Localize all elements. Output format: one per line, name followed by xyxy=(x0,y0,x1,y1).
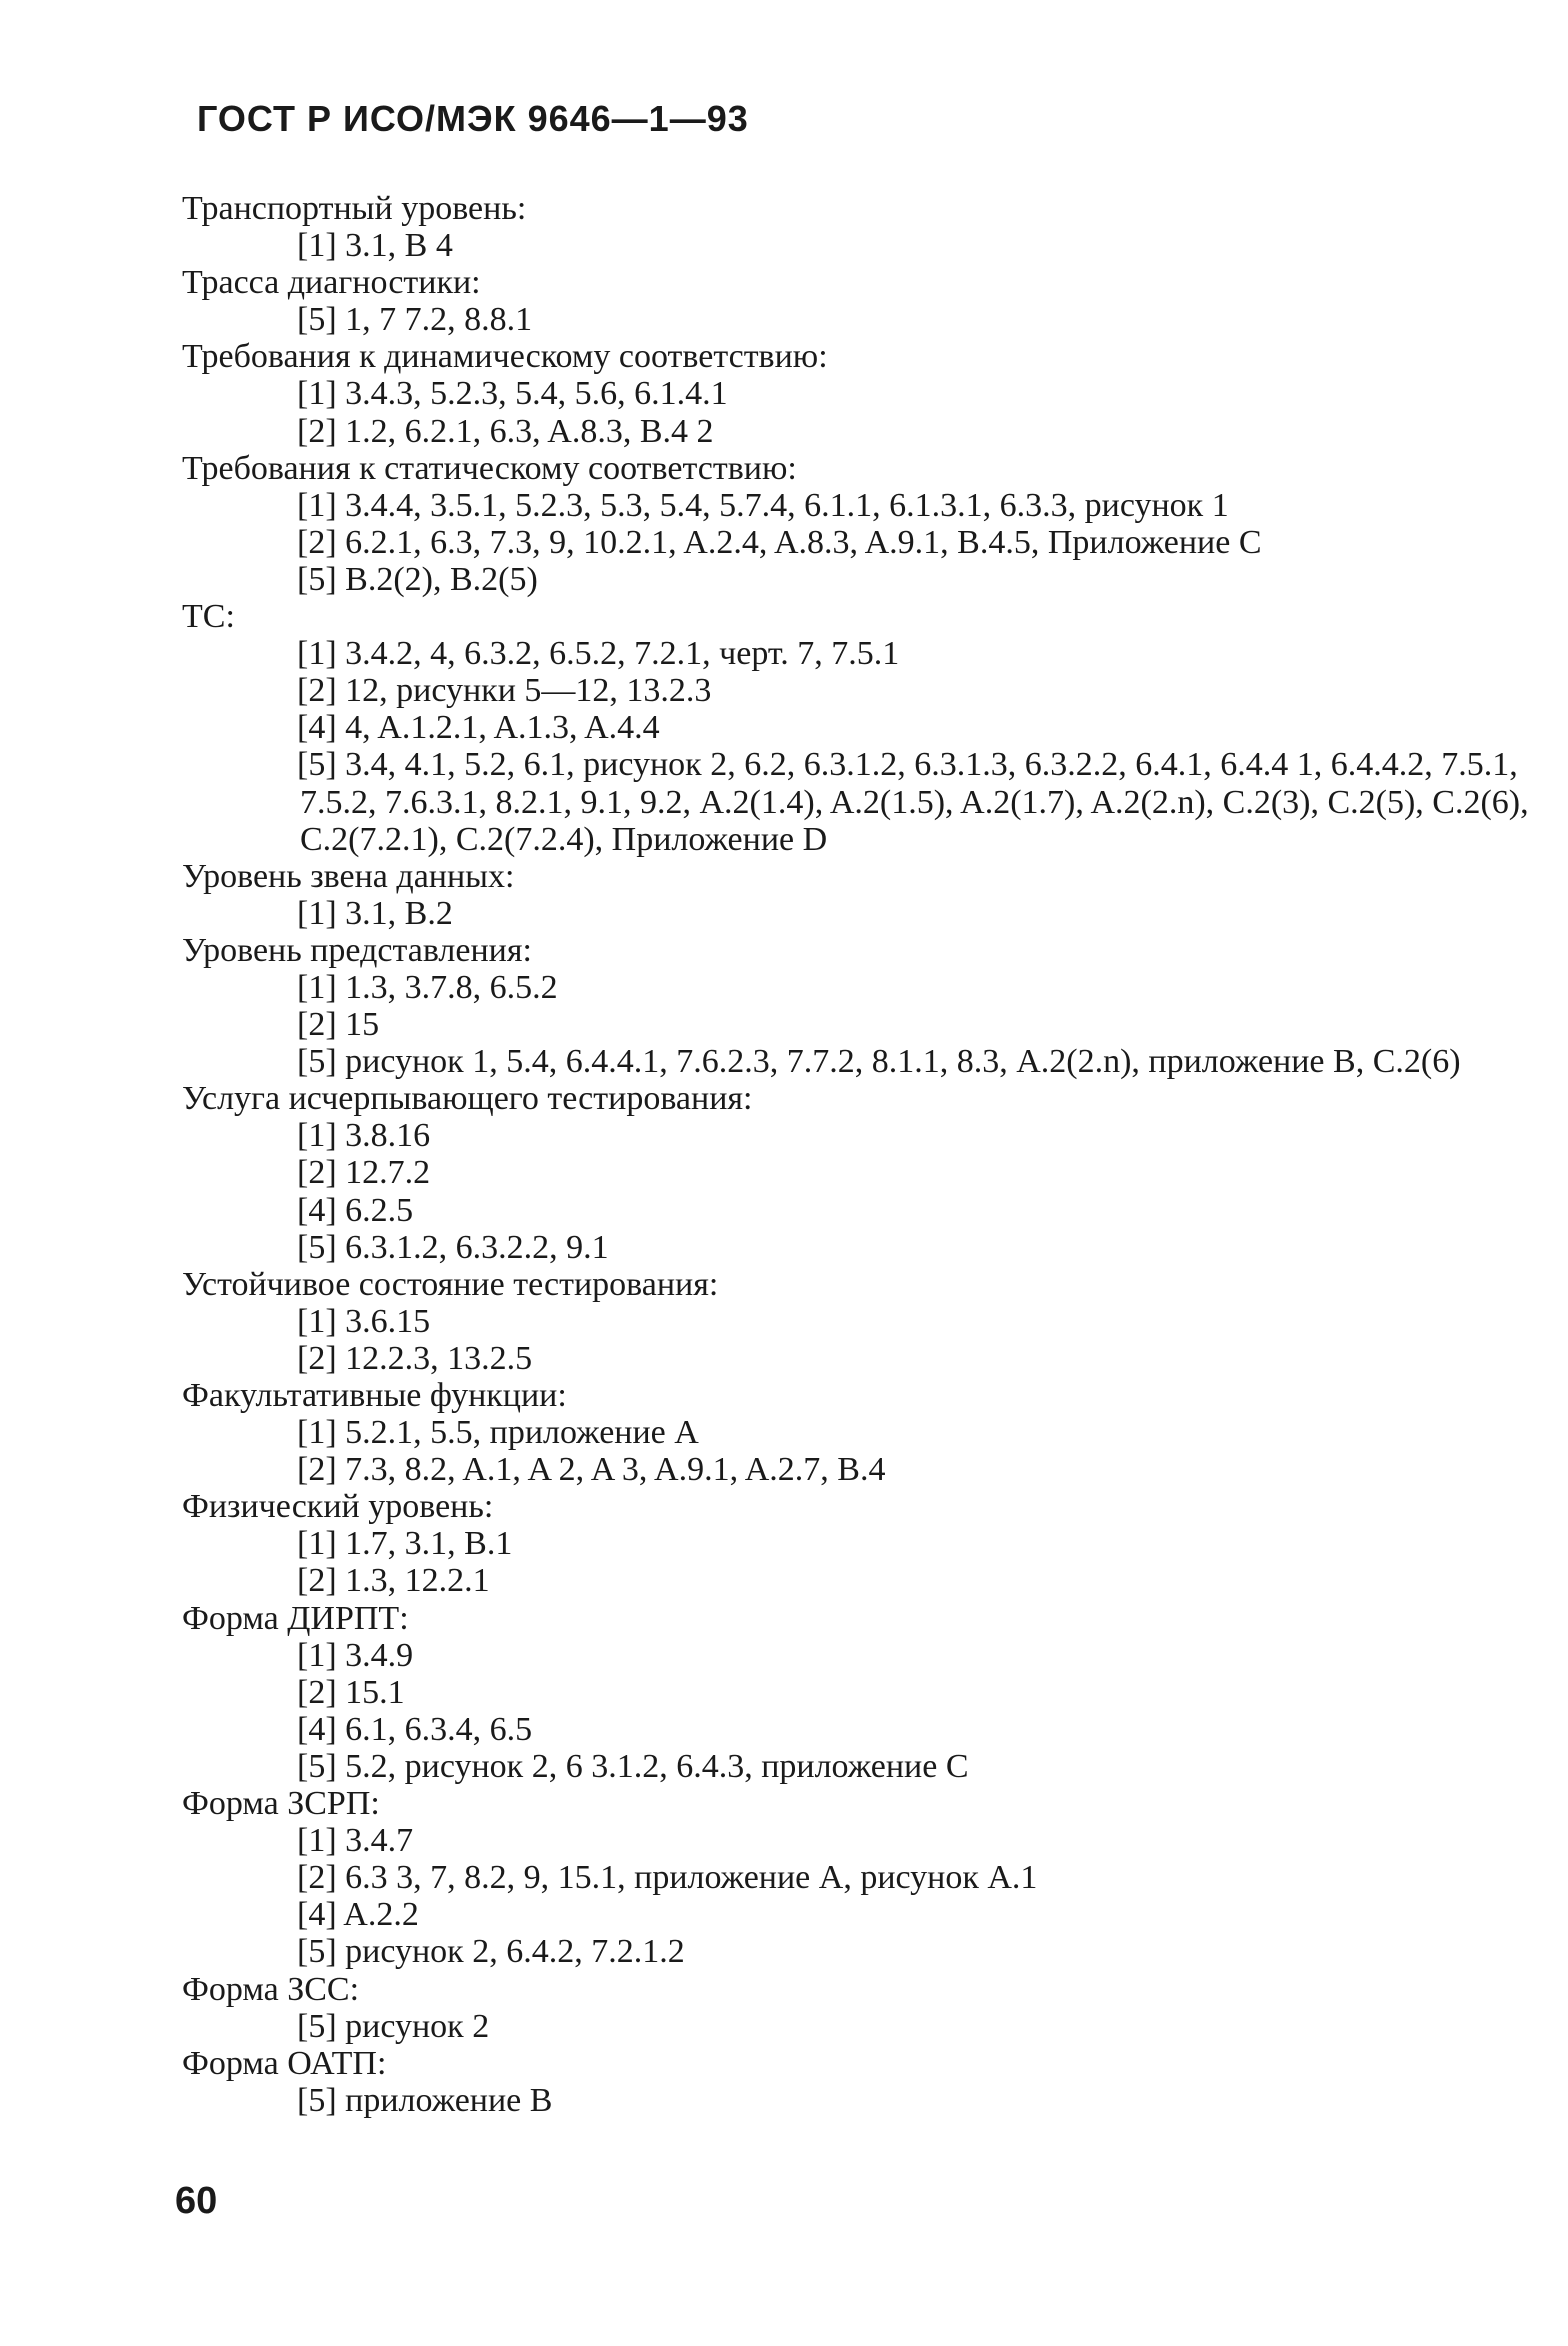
index-reference: [5] 5.2, рисунок 2, 6 3.1.2, 6.4.3, приложение C xyxy=(297,1747,969,1785)
index-term: Форма ЗСС: xyxy=(182,1970,360,2008)
index-reference: [1] 3.4.4, 3.5.1, 5.2.3, 5.3, 5.4, 5.7.4, 6.1.1, 6.1.3.1, 6.3.3, рисунок 1 xyxy=(297,486,1229,524)
index-reference: [1] 3.4.2, 4, 6.3.2, 6.5.2, 7.2.1, черт. 7, 7.5.1 xyxy=(297,635,900,673)
index-reference: [5] рисунок 2 xyxy=(297,2007,490,2045)
index-term: Требования к статическому соответствию: xyxy=(182,449,797,487)
index-reference: [2] 7.3, 8.2, A.1, A 2, A 3, A.9.1, A.2.7, B.4 xyxy=(297,1451,886,1489)
index-entry xyxy=(182,858,1562,932)
index-term: TC: xyxy=(182,598,235,636)
subject-index xyxy=(182,190,1562,2119)
index-entry xyxy=(182,1266,1562,1377)
index-entry xyxy=(182,264,1562,338)
index-reference: [2] 12, рисунки 5—12, 13.2.3 xyxy=(297,672,712,710)
index-term: Транспортный уровень: xyxy=(182,190,527,227)
index-reference: [1] 3.4.7 xyxy=(297,1822,414,1860)
index-reference: [2] 1.3, 12.2.1 xyxy=(297,1562,490,1600)
index-term: Факультативные функции: xyxy=(182,1377,567,1414)
index-reference: [2] 12.7.2 xyxy=(297,1154,431,1192)
index-reference: [2] 1.2, 6.2.1, 6.3, A.8.3, B.4 2 xyxy=(297,412,714,450)
index-term: Устойчивое состояние тестирования: xyxy=(182,1265,719,1303)
index-reference: [2] 6.3 3, 7, 8.2, 9, 15.1, приложение A, рисунок A.1 xyxy=(297,1859,1038,1897)
index-reference: [5] 1, 7 7.2, 8.8.1 xyxy=(297,301,533,339)
index-entry xyxy=(182,190,1562,264)
index-entry xyxy=(182,2045,1562,2119)
index-reference: [5] 3.4, 4.1, 5.2, 6.1, рисунок 2, 6.2, 6.3.1.2, 6.3.1.3, 6.3.2.2, 6.4.1, 6.4.4 1, 6.4.4.2, 7.5.1, 7.5.2, 7.6.3.1, 8.2.1, 9.1, 9.2, A.2(1.4), A.2(1.5), A.2(1.7), A.2(2.n), C.2(3), C.2(5), C.2(6), C.2(7.2.1), C.2(7.2.4), Приложение D xyxy=(297,746,1529,858)
index-term: Требования к динамическому соответствию: xyxy=(182,338,828,376)
index-reference: [4] 4, A.1.2.1, A.1.3, A.4.4 xyxy=(297,709,660,747)
index-entry xyxy=(182,338,1562,449)
index-entry xyxy=(182,1488,1562,1599)
index-reference: [4] 6.2.5 xyxy=(297,1191,414,1229)
index-reference: [5] 6.3.1.2, 6.3.2.2, 9.1 xyxy=(297,1228,609,1266)
index-term: Форма ЗСРП: xyxy=(182,1785,380,1823)
index-entry xyxy=(182,450,1562,598)
index-entry xyxy=(182,932,1562,1080)
index-reference: [5] рисунок 1, 5.4, 6.4.4.1, 7.6.2.3, 7.7.2, 8.1.1, 8.3, A.2(2.n), приложение B, C.2(6) xyxy=(297,1043,1461,1081)
index-entry xyxy=(182,1971,1562,2045)
page-header: ГОСТ Р ИСО/МЭК 9646—1—93 xyxy=(197,98,749,139)
index-reference: [1] 1.3, 3.7.8, 6.5.2 xyxy=(297,968,558,1006)
index-entry xyxy=(182,1785,1562,1970)
index-entry xyxy=(182,1600,1562,1785)
index-entry xyxy=(182,598,1562,858)
index-term: Уровень звена данных: xyxy=(182,857,515,895)
index-term: Физический уровень: xyxy=(182,1488,494,1526)
index-reference: [2] 12.2.3, 13.2.5 xyxy=(297,1339,533,1377)
index-term: Трасса диагностики: xyxy=(182,264,481,302)
page-number: 60 xyxy=(175,2180,218,2222)
index-reference: [1] 3.1, B.2 xyxy=(297,894,453,932)
index-reference: [1] 3.6.15 xyxy=(297,1302,431,1340)
index-term: Услуга исчерпывающего тестирования: xyxy=(182,1080,753,1118)
index-reference: [2] 6.2.1, 6.3, 7.3, 9, 10.2.1, A.2.4, A.8.3, A.9.1, B.4.5, Приложение C xyxy=(297,523,1262,561)
index-reference: [1] 3.1, B 4 xyxy=(297,227,453,265)
index-reference: [4] A.2.2 xyxy=(297,1896,419,1934)
index-term: Форма ДИРПТ: xyxy=(182,1599,409,1637)
index-term: Уровень представления: xyxy=(182,931,532,969)
index-reference: [2] 15.1 xyxy=(297,1673,405,1711)
index-reference: [1] 3.4.3, 5.2.3, 5.4, 5.6, 6.1.4.1 xyxy=(297,375,728,413)
index-term: Форма ОАТП: xyxy=(182,2044,387,2082)
index-reference: [1] 5.2.1, 5.5, приложение A xyxy=(297,1414,699,1452)
index-reference: [4] 6.1, 6.3.4, 6.5 xyxy=(297,1710,533,1748)
index-reference: [5] рисунок 2, 6.4.2, 7.2.1.2 xyxy=(297,1933,685,1971)
index-reference: [5] приложение B xyxy=(297,2081,553,2119)
index-entry xyxy=(182,1080,1562,1265)
index-reference: [1] 3.4.9 xyxy=(297,1636,414,1674)
index-reference: [1] 1.7, 3.1, B.1 xyxy=(297,1525,513,1563)
index-reference: [5] B.2(2), B.2(5) xyxy=(297,560,538,598)
index-reference: [1] 3.8.16 xyxy=(297,1117,431,1155)
index-reference: [2] 15 xyxy=(297,1006,380,1044)
index-entry xyxy=(182,1377,1562,1488)
